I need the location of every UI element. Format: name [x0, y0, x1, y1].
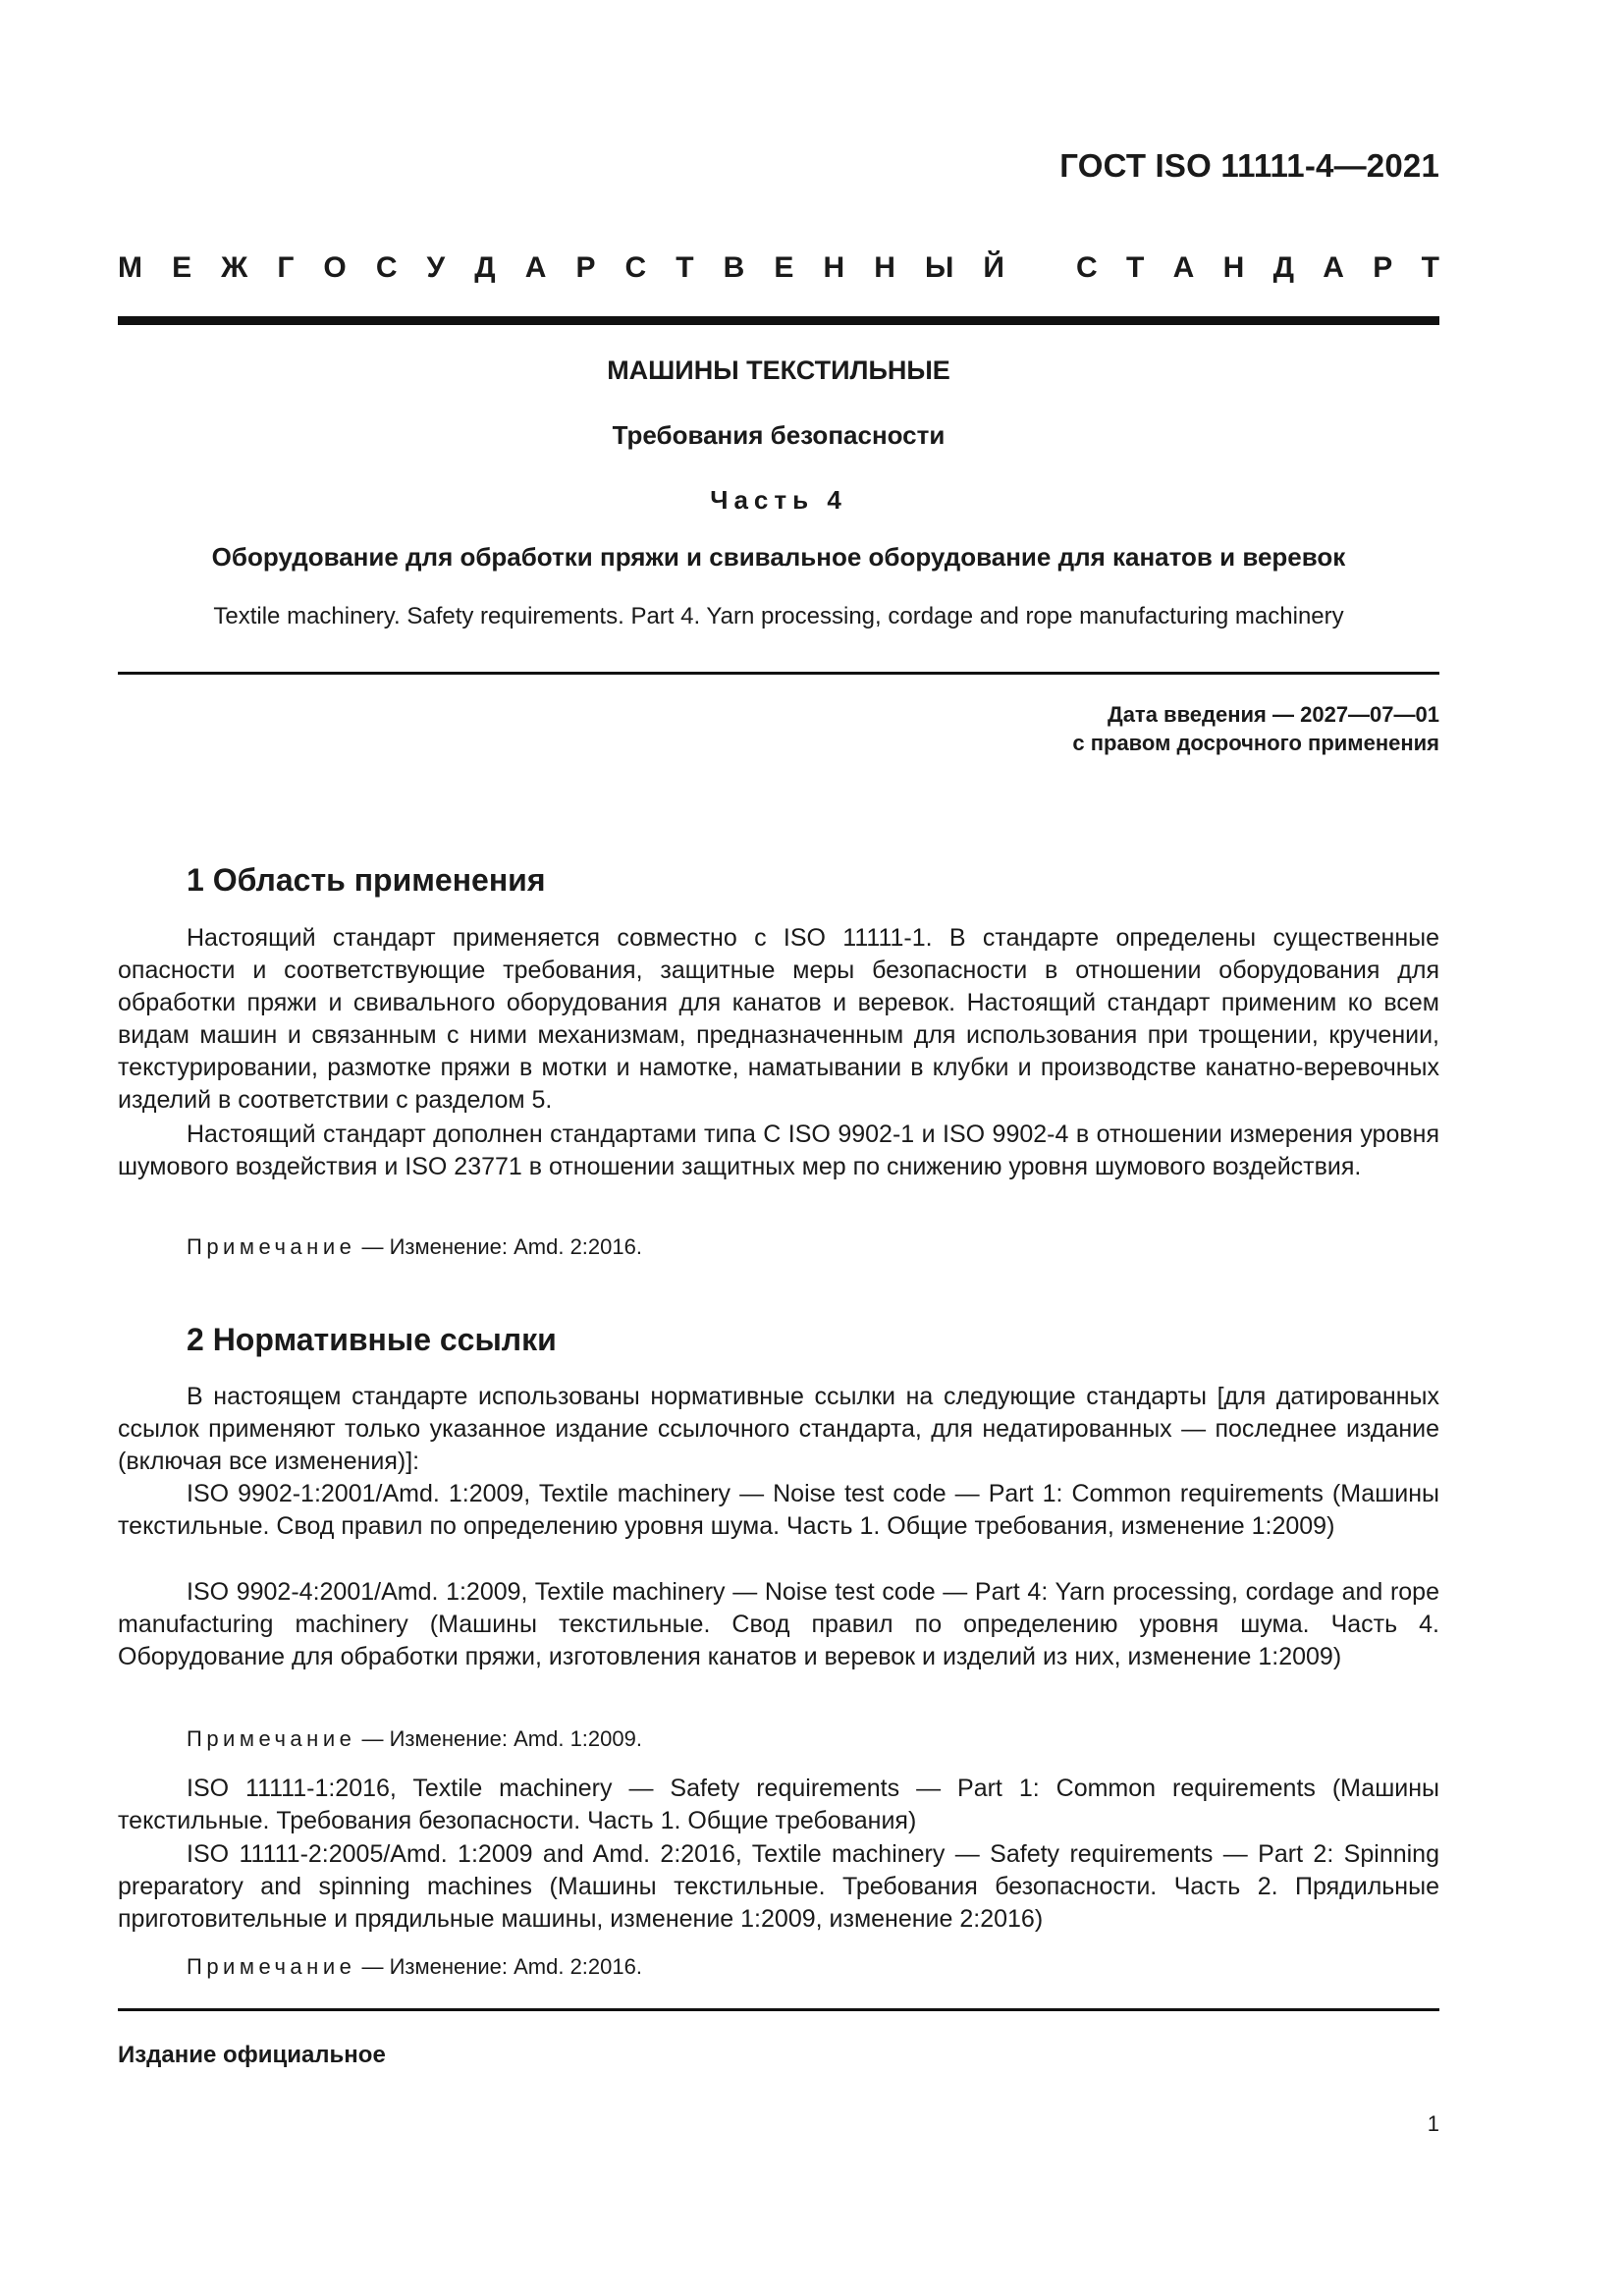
- banner-letter: С: [1076, 251, 1098, 284]
- reference-item: ISO 9902-4:2001/Amd. 1:2009, Textile machinery — Noise test code — Part 4: Yarn processing, cordage and rope manufacturing machinery (Машины текстильные. Свод правил по определению уровня шума. Часть 4. Оборудование для обработки пряжи, изготовления канатов и веревок и изделий из них, изменение 1:2009): [118, 1578, 1439, 1670]
- banner-letter: Д: [474, 251, 496, 284]
- banner-letter: Р: [1373, 251, 1393, 284]
- official-edition-label: Издание официальное: [118, 2042, 386, 2068]
- banner-letter: В: [723, 251, 745, 284]
- banner-letter: С: [375, 251, 398, 284]
- note-text: — Изменение: Amd. 1:2009.: [355, 1726, 642, 1751]
- banner-letter: О: [323, 251, 347, 284]
- banner-letter: А: [524, 251, 547, 284]
- introduction-date: Дата введения — 2027—07—01: [1108, 702, 1439, 727]
- banner-letter: Д: [1272, 251, 1294, 284]
- paragraph: Настоящий стандарт дополнен стандартами типа С ISO 9902-1 и ISO 9902-4 в отношении измерения уровня шумового воздействия и ISO 23771 в отношении защитных мер по снижению уровня шумового воздействия.: [118, 1121, 1439, 1180]
- early-application-note: с правом досрочного применения: [1072, 731, 1439, 755]
- banner-letter: Т: [676, 251, 694, 284]
- title-english: Textile machinery. Safety requirements. Part 4. Yarn processing, cordage and rope manufacturing machinery: [213, 603, 1344, 629]
- footer-divider: [118, 2008, 1439, 2011]
- header-thick-divider: [118, 316, 1439, 325]
- interstate-standard-banner: [118, 251, 1439, 285]
- banner-letter: Й: [983, 251, 1004, 284]
- banner-letter: Ж: [221, 251, 248, 284]
- banner-letter: Н: [1222, 251, 1245, 284]
- standard-code: ГОСТ ISO 11111-4—2021: [1059, 147, 1439, 184]
- note: [187, 1954, 642, 1980]
- banner-letter: А: [1323, 251, 1344, 284]
- banner-letter: Е: [774, 251, 794, 284]
- introduction-date-block: [1072, 700, 1439, 757]
- note-text: — Изменение: Amd. 2:2016.: [355, 1234, 642, 1259]
- paragraph: В настоящем стандарте использованы нормативные ссылки на следующие стандарты [для датированных ссылок применяют только указанное издание ссылочного стандарта, для недатированных — последнее издание (включая все изменения)]:: [118, 1383, 1439, 1475]
- banner-letter: Т: [1125, 251, 1145, 284]
- banner-letter: М: [118, 251, 142, 284]
- banner-word-standard: [1076, 251, 1439, 285]
- note-label: Примечание: [187, 1234, 356, 1259]
- banner-word-interstate: [118, 251, 1004, 285]
- banner-letter: А: [1172, 251, 1195, 284]
- banner-letter: Ы: [924, 251, 954, 284]
- banner-letter: Р: [575, 251, 596, 284]
- page-number: 1: [1427, 2111, 1439, 2136]
- banner-letter: Н: [874, 251, 895, 284]
- note-text: — Изменение: Amd. 2:2016.: [355, 1954, 642, 1979]
- paragraph: Настоящий стандарт применяется совместно с ISO 11111-1. В стандарте определены существенные опасности и соответствующие требования, защитные меры безопасности в отношении оборудования для обработки пряжи и свивального оборудования для канатов и веревок. Настоящий стандарт применим ко всем видам машин и связанным с ними механизмам, предназначенным для использования при трощении, кручении, текстурировании, размотке пряжи в мотки и намотке, наматывании в клубки и производстве канатно-веревочных изделий в соответствии с разделом 5.: [118, 924, 1439, 1114]
- title-subtitle: Требования безопасности: [612, 420, 946, 450]
- title-part: Часть 4: [710, 485, 847, 515]
- banner-letter: Т: [1421, 251, 1439, 284]
- banner-letter: У: [426, 251, 446, 284]
- section-heading-scope: 1 Область применения: [187, 862, 546, 898]
- reference-item: ISO 9902-1:2001/Amd. 1:2009, Textile machinery — Noise test code — Part 1: Common requirements (Машины текстильные. Свод правил по определению уровня шума. Часть 1. Общие требования, изменение 1:2009): [118, 1480, 1439, 1540]
- title-divider: [118, 672, 1439, 675]
- note-label: Примечание: [187, 1954, 356, 1979]
- section-heading-normative-references: 2 Нормативные ссылки: [187, 1322, 557, 1357]
- banner-letter: Г: [277, 251, 295, 284]
- note: [187, 1726, 642, 1752]
- title-main: МАШИНЫ ТЕКСТИЛЬНЫЕ: [607, 355, 950, 385]
- banner-letter: С: [624, 251, 647, 284]
- banner-letter: Н: [823, 251, 845, 284]
- reference-item: ISO 11111-1:2016, Textile machinery — Safety requirements — Part 1: Common requirements (Машины текстильные. Требования безопасности. Часть 1. Общие требования): [118, 1775, 1439, 1834]
- note-label: Примечание: [187, 1726, 356, 1751]
- reference-item: ISO 11111-2:2005/Amd. 1:2009 and Amd. 2:2016, Textile machinery — Safety requirements — Part 2: Spinning preparatory and spinning machines (Машины текстильные. Требования безопасности. Часть 2. Прядильные приготовительные и прядильные машины, изменение 1:2009, изменение 2:2016): [118, 1840, 1439, 1933]
- banner-letter: Е: [172, 251, 192, 284]
- title-part-name: Оборудование для обработки пряжи и свивальное оборудование для канатов и веревок: [211, 542, 1346, 572]
- note: [187, 1234, 642, 1260]
